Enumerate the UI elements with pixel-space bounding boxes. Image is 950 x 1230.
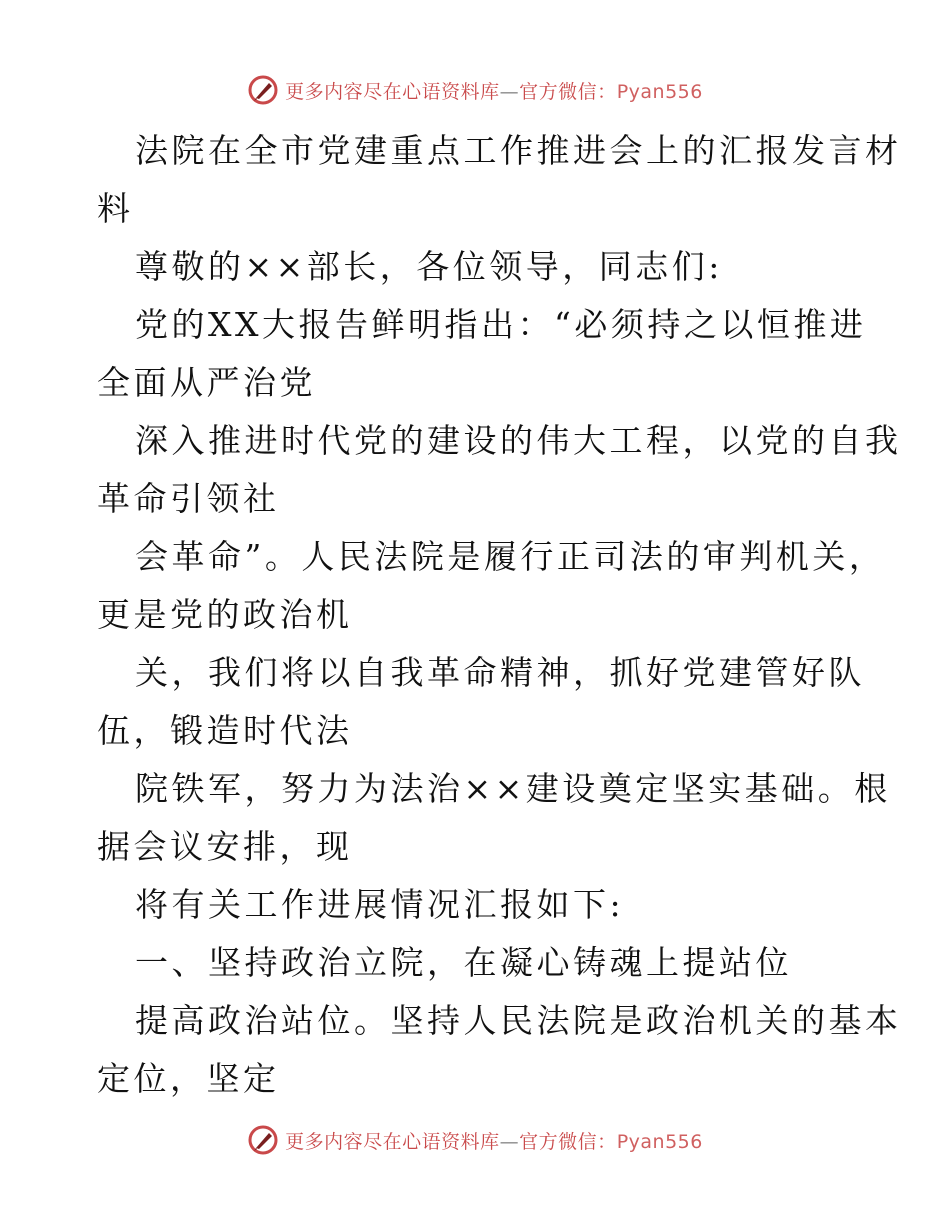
header-banner [0, 70, 950, 110]
footer-banner-text [285, 1127, 703, 1154]
document-line: 料 [97, 189, 134, 228]
quill-pen-logo-icon [247, 1124, 279, 1156]
document-line: 革命引领社 [97, 479, 280, 518]
document-line: 将有关工作进展情况汇报如下: [135, 885, 625, 924]
document-line: 更是党的政治机 [97, 595, 353, 634]
document-line: 伍，锻造时代法 [97, 711, 353, 750]
quill-pen-logo-icon [247, 74, 279, 106]
document-line: 院铁军，努力为法治××建设奠定坚实基础。根 [135, 769, 891, 808]
footer-banner-separator: — [499, 1130, 520, 1153]
header-banner-wechat-label: 官方微信： [519, 80, 617, 103]
document-line: 据会议安排，现 [97, 827, 353, 866]
document-line: 一、坚持政治立院，在凝心铸魂上提站位 [135, 943, 792, 982]
header-banner-text [285, 77, 703, 104]
header-banner-wechat-id: Pyan556 [616, 80, 703, 103]
footer-banner-wechat-label: 官方微信： [519, 1130, 617, 1153]
document-body [97, 122, 902, 1108]
document-line: 尊敬的××部长，各位领导，同志们: [135, 247, 723, 286]
footer-banner-main-text: 更多内容尽在心语资料库 [285, 1130, 500, 1153]
document-line: 深入推进时代党的建设的伟大工程，以党的自我 [135, 421, 902, 460]
footer-banner [0, 1120, 950, 1160]
document-line: 党的XX大报告鲜明指出：“必须持之以恒推进 [135, 305, 867, 344]
document-line: 法院在全市党建重点工作推进会上的汇报发言材 [135, 131, 902, 170]
document-line: 关，我们将以自我革命精神，抓好党建管好队 [135, 653, 865, 692]
document-line: 定位，坚定 [97, 1059, 280, 1098]
header-banner-main-text: 更多内容尽在心语资料库 [285, 80, 500, 103]
document-line: 会革命”。人民法院是履行正司法的审判机关， [135, 537, 886, 576]
header-banner-separator: — [499, 80, 520, 103]
footer-banner-wechat-id: Pyan556 [616, 1130, 703, 1153]
document-line: 提高政治站位。坚持人民法院是政治机关的基本 [135, 1001, 902, 1040]
document-line: 全面从严治党 [97, 363, 316, 402]
